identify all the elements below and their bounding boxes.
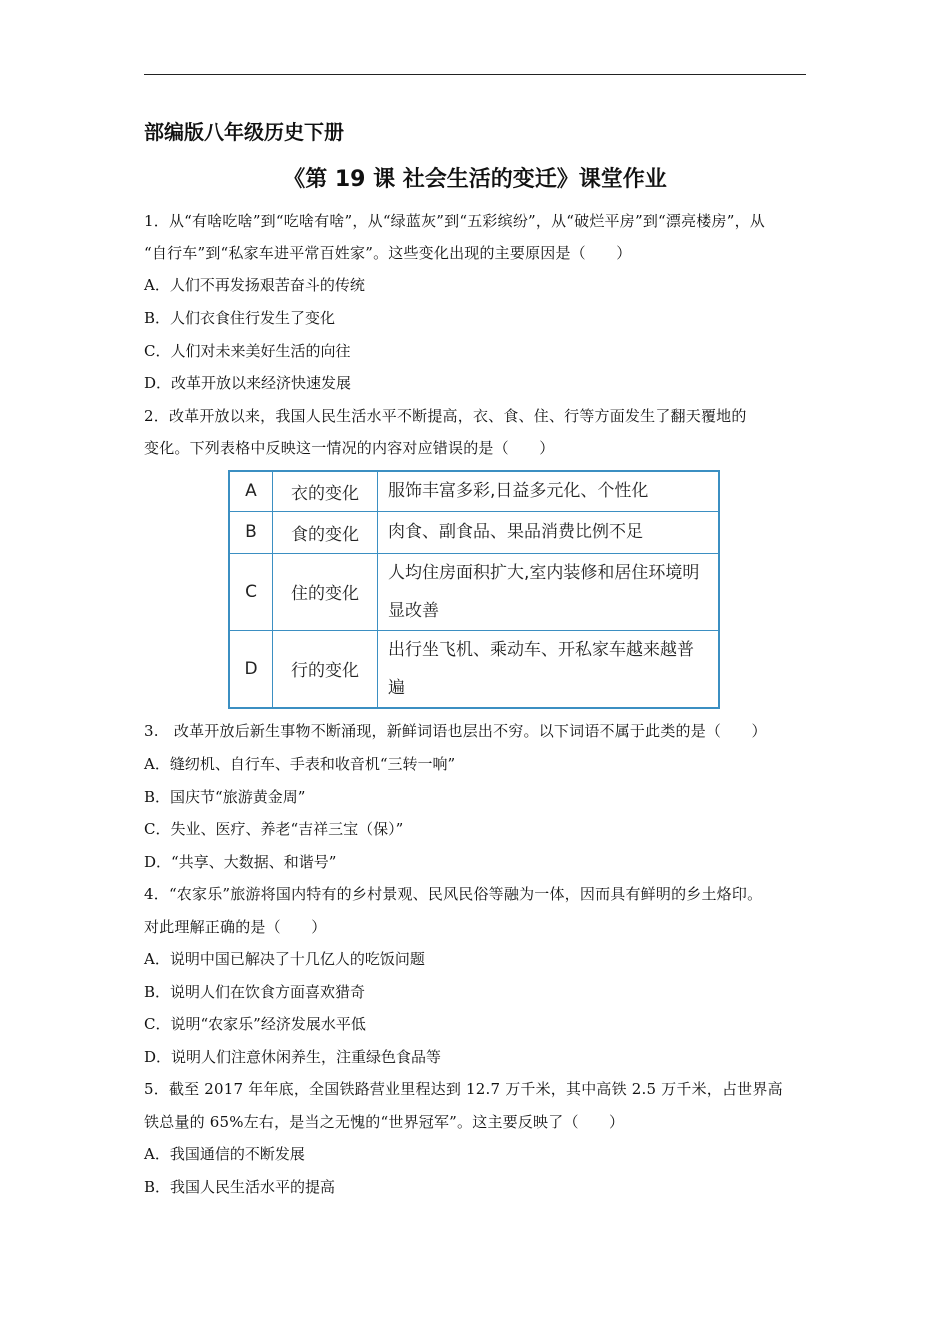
question-1-option-b: B．人们衣食住行发生了变化 — [144, 309, 336, 327]
table-cell-description: 肉食、副食品、果品消费比例不足 — [378, 511, 720, 553]
question-4-option-b: B．说明人们在饮食方面喜欢猎奇 — [144, 983, 366, 1001]
table-cell-category: 住的变化 — [273, 553, 378, 630]
question-1-option-d: D．改革开放以来经济快速发展 — [144, 374, 352, 392]
table-cell-letter: A — [229, 471, 273, 511]
question-1-stem-line-1: 1．从“有啥吃啥”到“吃啥有啥”，从“绿蓝灰”到“五彩缤纷”，从“破烂平房”到“漂亮楼房”，从 — [144, 212, 765, 230]
table-row — [229, 511, 719, 553]
question-5-stem-line-1: 5．截至 2017 年年底，全国铁路营业里程达到 12.7 万千米，其中高铁 2.5 万千米，占世界高 — [144, 1080, 783, 1098]
question-4-option-a: A．说明中国已解决了十几亿人的吃饭问题 — [144, 950, 425, 968]
header-rule — [144, 74, 806, 75]
question-3-stem: 3. 改革开放后新生事物不断涌现，新鲜词语也层出不穷。以下词语不属于此类的是（ ） — [144, 722, 767, 740]
table-cell-description: 服饰丰富多彩,日益多元化、个性化 — [378, 471, 720, 511]
table-cell-letter: B — [229, 511, 273, 553]
question-2-stem-line-2: 变化。下列表格中反映这一情况的内容对应错误的是（ ） — [144, 439, 555, 457]
question-2-stem-line-1: 2．改革开放以来，我国人民生活水平不断提高，衣、食、住、行等方面发生了翻天覆地的 — [144, 407, 747, 425]
question-4-stem-line-1: 4．“农家乐”旅游将国内特有的乡村景观、民风民俗等融为一体，因而具有鲜明的乡土烙印。 — [144, 885, 763, 903]
table-cell-description: 人均住房面积扩大,室内装修和居住环境明显改善 — [378, 553, 720, 630]
table-cell-description: 出行坐飞机、乘动车、开私家车越来越普遍 — [378, 630, 720, 708]
question-1-stem-line-2: “自行车”到“私家车进平常百姓家”。这些变化出现的主要原因是（ ） — [144, 244, 632, 262]
question-4-option-c: C．说明“农家乐”经济发展水平低 — [144, 1015, 366, 1033]
question-3-option-b: B．国庆节“旅游黄金周” — [144, 788, 306, 806]
table-row — [229, 630, 719, 708]
question-5-option-a: A．我国通信的不断发展 — [144, 1145, 305, 1163]
question-5-option-b: B．我国人民生活水平的提高 — [144, 1178, 336, 1196]
document-title: 《第 19 课 社会生活的变迁》课堂作业 — [283, 167, 667, 192]
question-5-stem-line-2: 铁总量的 65%左右，是当之无愧的“世界冠军”。这主要反映了（ ） — [144, 1113, 625, 1131]
question-3-option-c: C．失业、医疗、养老“吉祥三宝（保）” — [144, 820, 404, 838]
table-cell-category: 食的变化 — [273, 511, 378, 553]
comparison-table — [228, 470, 720, 709]
table-cell-letter: D — [229, 630, 273, 708]
question-1-option-a: A．人们不再发扬艰苦奋斗的传统 — [144, 276, 365, 294]
question-4-stem-line-2: 对此理解正确的是（ ） — [144, 918, 327, 936]
document-header: 部编版八年级历史下册 — [144, 120, 344, 144]
table-row — [229, 471, 719, 511]
question-4-option-d: D．说明人们注意休闲养生，注重绿色食品等 — [144, 1048, 442, 1066]
table-cell-category: 衣的变化 — [273, 471, 378, 511]
table-cell-category: 行的变化 — [273, 630, 378, 708]
table-row — [229, 553, 719, 630]
question-1-option-c: C．人们对未来美好生活的向往 — [144, 342, 351, 360]
table-cell-letter: C — [229, 553, 273, 630]
question-3-option-a: A．缝纫机、自行车、手表和收音机“三转一响” — [144, 755, 456, 773]
question-3-option-d: D．“共享、大数据、和谐号” — [144, 853, 337, 871]
